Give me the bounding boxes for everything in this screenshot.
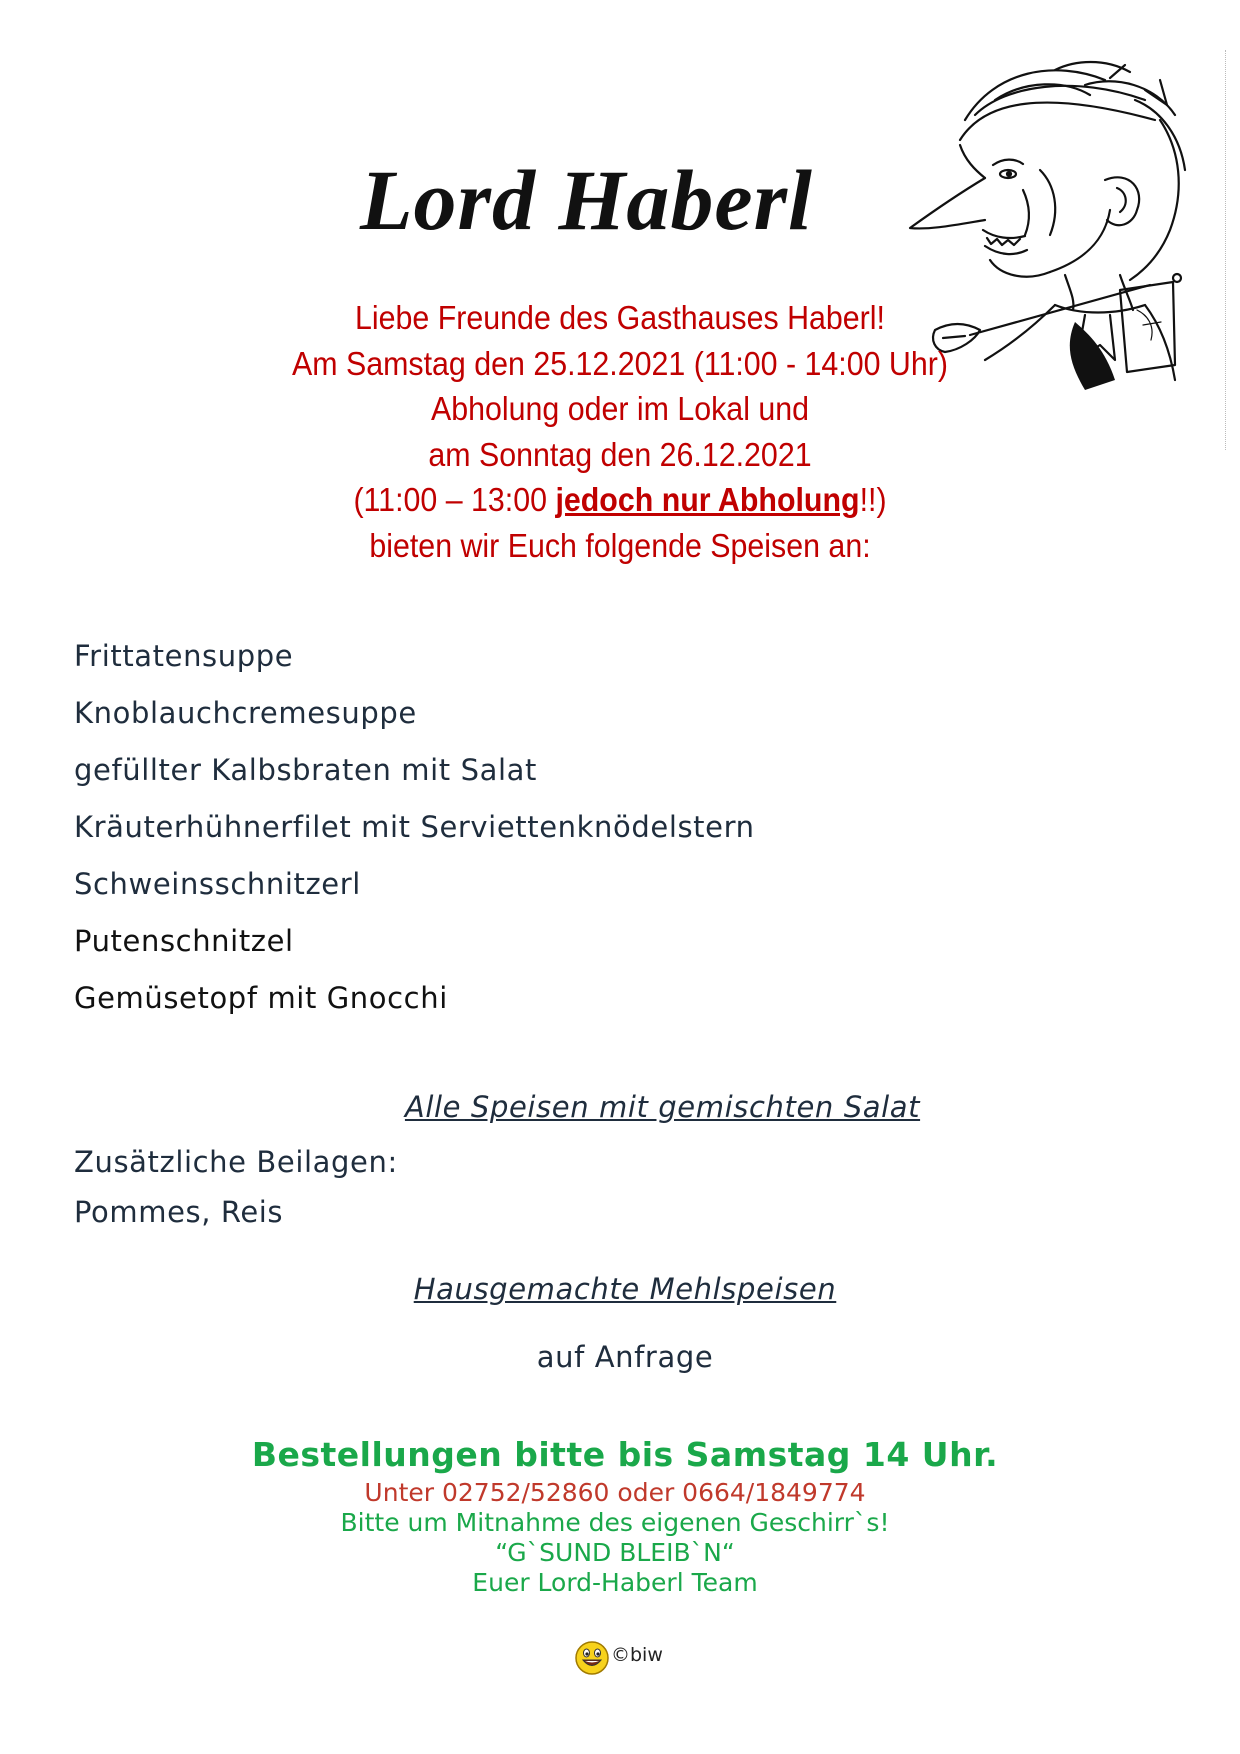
footer-block [0, 1478, 1230, 1598]
intro-text [261, 295, 979, 568]
sides-items: Pommes, Reis [74, 1195, 284, 1229]
intro-line-saturday: Am Samstag den 25.12.2021 (11:00 - 14:00 Uhr) [292, 344, 948, 382]
order-headline: Bestellungen bitte bis Samstag 14 Uhr. [251, 1435, 999, 1474]
menu-item: Knoblauchcremesuppe [74, 696, 417, 730]
intro-hours-suffix: !!) [859, 481, 887, 518]
team-signature: Euer Lord-Haberl Team [472, 1568, 758, 1597]
menu-item: Schweinsschnitzerl [74, 867, 361, 901]
intro-line-hours [261, 477, 979, 523]
dessert-note: auf Anfrage [536, 1340, 714, 1374]
menu-item: Kräuterhühnerfilet mit Serviettenknödelstern [74, 810, 755, 844]
salad-note: Alle Speisen mit gemischten Salat [404, 1090, 921, 1124]
intro-line-offer: bieten wir Euch folgende Speisen an: [369, 526, 871, 564]
sides-label: Zusätzliche Beilagen: [74, 1145, 398, 1179]
copyright: ©biw [611, 1644, 663, 1666]
menu-item: Putenschnitzel [74, 924, 294, 958]
menu-item: Frittatensuppe [74, 639, 294, 673]
intro-hours-emphasis: jedoch nur Abholung [555, 481, 860, 518]
slogan: “G`SUND BLEIB`N“ [495, 1538, 735, 1567]
scan-edge-line [1225, 50, 1226, 450]
menu-item: Gemüsetopf mit Gnocchi [74, 981, 448, 1015]
menu-list [74, 628, 755, 1027]
logo-title: Lord Haberl [360, 152, 813, 248]
intro-line-pickup: Abholung oder im Lokal und [430, 390, 810, 427]
intro-line-greeting: Liebe Freunde des Gasthauses Haberl! [355, 299, 885, 336]
dishes-line: Bitte um Mitnahme des eigenen Geschirr`s! [340, 1508, 890, 1537]
phone-line: Unter 02752/52860 oder 0664/1849774 [364, 1478, 866, 1507]
intro-hours-prefix: (11:00 – 13:00 [353, 481, 556, 518]
smiley-icon [574, 1640, 610, 1676]
dessert-title: Hausgemachte Mehlspeisen [413, 1272, 837, 1306]
menu-item: gefüllter Kalbsbraten mit Salat [74, 753, 537, 787]
intro-line-sunday: am Sonntag den 26.12.2021 [428, 435, 812, 473]
